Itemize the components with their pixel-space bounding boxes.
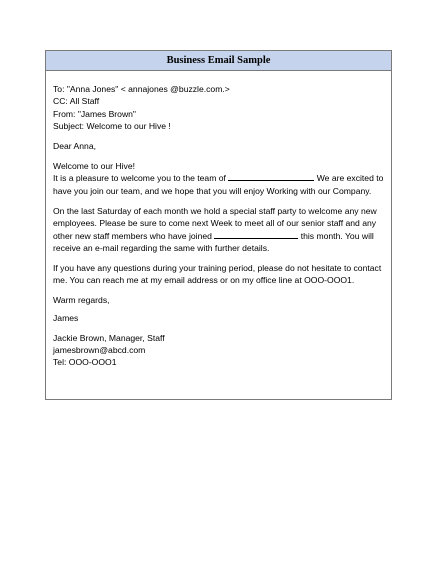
closing-name: James — [53, 312, 79, 323]
to-line: To: "Anna Jones" < annajones @buzzle.com.> — [53, 84, 230, 94]
para1-line1 — [53, 172, 383, 184]
from-line: From: "James Brown" — [53, 108, 136, 119]
para2-line3 — [53, 230, 383, 242]
para3-line2: me. You can reach me at my email address or on my office line at OOO-OOO1. — [53, 275, 355, 286]
signature-tel: Tel: OOO-OOO1 — [53, 357, 117, 368]
signature-email[interactable]: jamesbrown@abcd.com — [53, 344, 146, 355]
para2-text-b: this month. You will — [300, 230, 374, 241]
para2-line4: receive an e-mail regarding the same with further details. — [53, 242, 270, 253]
email-body — [46, 71, 391, 369]
para1-text-b: We are excited to — [316, 173, 384, 184]
team-name-blank — [228, 173, 314, 181]
welcome-line: Welcome to our Hive! — [53, 161, 135, 172]
document-title-bar — [46, 51, 391, 71]
subject-line: Subject: Welcome to our Hive ! — [53, 121, 171, 132]
greeting: Dear Anna, — [53, 141, 96, 152]
para2-line1: On the last Saturday of each month we hold a special staff party to welcome any new — [53, 205, 377, 216]
para1-text-a: It is a pleasure to welcome you to the team of — [53, 173, 226, 184]
closing: Warm regards, — [53, 295, 110, 306]
join-date-blank — [214, 231, 298, 239]
para2-line2: employees. Please be sure to come next Week to meet all of our senior staff and any — [53, 218, 377, 229]
signature-name-title: Jackie Brown, Manager, Staff — [53, 332, 165, 343]
para3-line1: If you have any questions during your training period, please do not hesitate to contact — [53, 262, 382, 273]
para1-line2: have you join our team, and we hope that you will enjoy Working with our Company. — [53, 185, 372, 196]
email-document — [45, 50, 392, 400]
para2-text-a: other new staff members who have joined — [53, 230, 212, 241]
document-title: Business Email Sample — [166, 55, 271, 66]
cc-line: CC: All Staff — [53, 96, 100, 107]
